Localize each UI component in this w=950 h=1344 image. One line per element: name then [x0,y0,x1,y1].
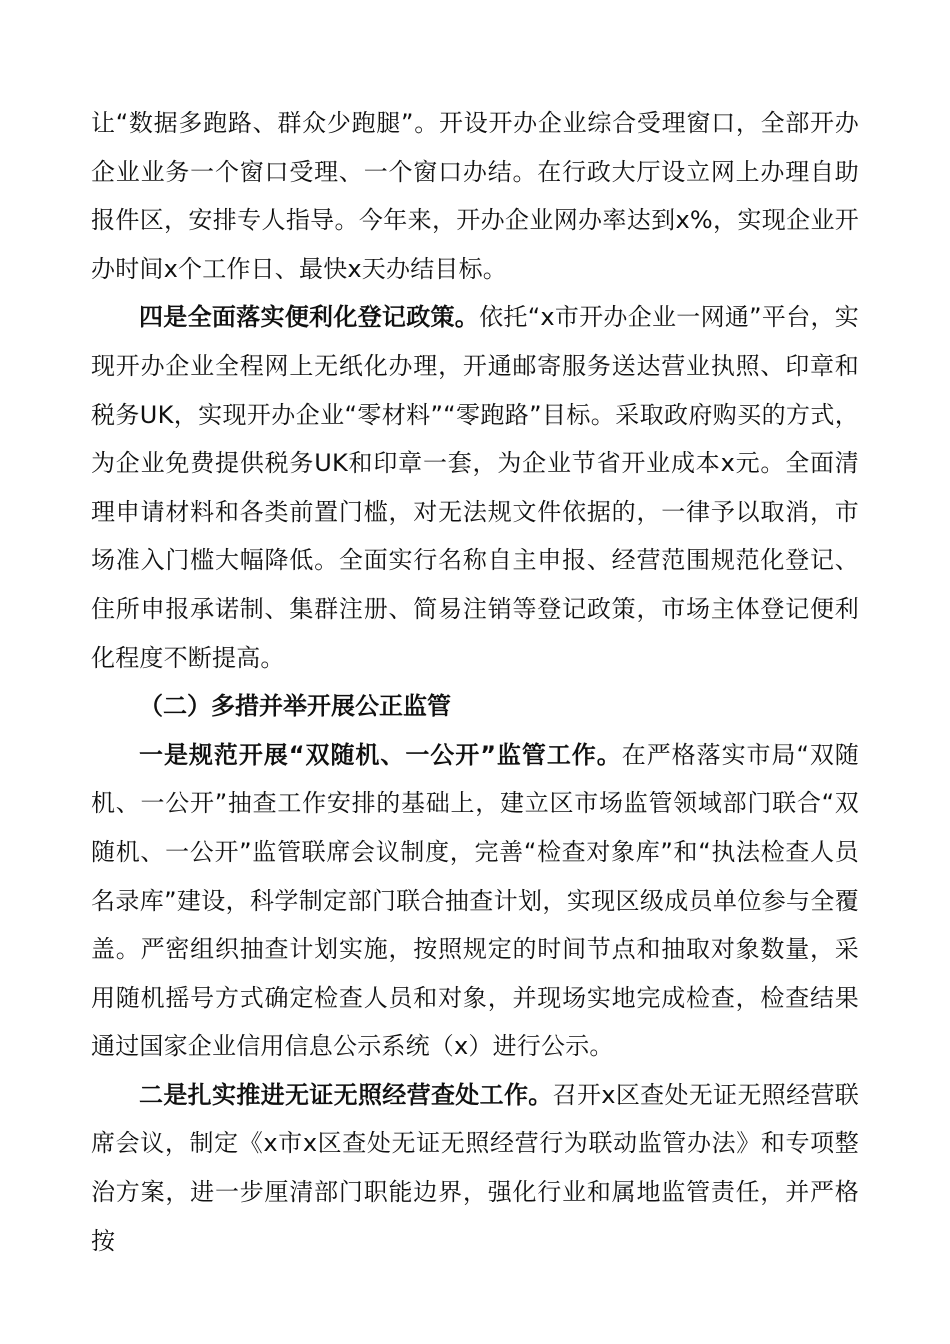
paragraph-text: 在严格落实市局“双随机、一公开”抽查工作安排的基础上，建立区市场监管领域部门联合“双随机、一公开”监管联席会议制度，完善“检查对象库”和“执法检查人员名录库”建设，科学制定部门联合抽查计划，实现区级成员单位参与全覆盖。严密组织抽查计划实施，按照规定的时间节点和抽取对象数量，采用随机摇号方式确定检查人员和对象，并现场实地完成检查，检查结果通过国家企业信用信息公示系统（x）进行公示。 [91,740,859,1061]
paragraph-double-random [91,731,859,1071]
paragraph-text: 召开x区查处无证无照经营联席会议，制定《x市x区查处无证无照经营行为联动监管办法》和专项整治方案，进一步厘清部门职能边界，强化行业和属地监管责任，并严格按 [91,1080,859,1255]
paragraph-unlicensed-business [91,1071,859,1265]
paragraph-registration-policy [91,293,859,682]
paragraph-text: 让“数据多跑路、群众少跑腿”。开设开办企业综合受理窗口，全部开办企业业务一个窗口受理、一个窗口办结。在行政大厅设立网上办理自助报件区，安排专人指导。今年来，开办企业网办率达到x%，实现企业开办时间x个工作日、最快x天办结目标。 [91,109,859,283]
paragraph-continuation [91,99,859,293]
paragraph-lead: 二是扎实推进无证无照经营查处工作。 [139,1080,553,1109]
document-page [91,99,859,1265]
paragraph-lead: 四是全面落实便利化登记政策。 [139,303,480,332]
paragraph-lead: 一是规范开展“双随机、一公开”监管工作。 [139,740,622,769]
section-heading: （二）多措并举开展公正监管 [139,692,451,721]
paragraph-text: 依托“x市开办企业一网通”平台，实现开办企业全程网上无纸化办理，开通邮寄服务送达营业执照、印章和税务UK，实现开办企业“零材料”“零跑路”目标。采取政府购买的方式，为企业免费提供税务UK和印章一套，为企业节省开业成本x元。全面清理申请材料和各类前置门槛，对无法规文件依据的，一律予以取消，市场准入门槛大幅降低。全面实行名称自主申报、经营范围规范化登记、住所申报承诺制、集群注册、简易注销等登记政策，市场主体登记便利化程度不断提高。 [91,303,859,672]
